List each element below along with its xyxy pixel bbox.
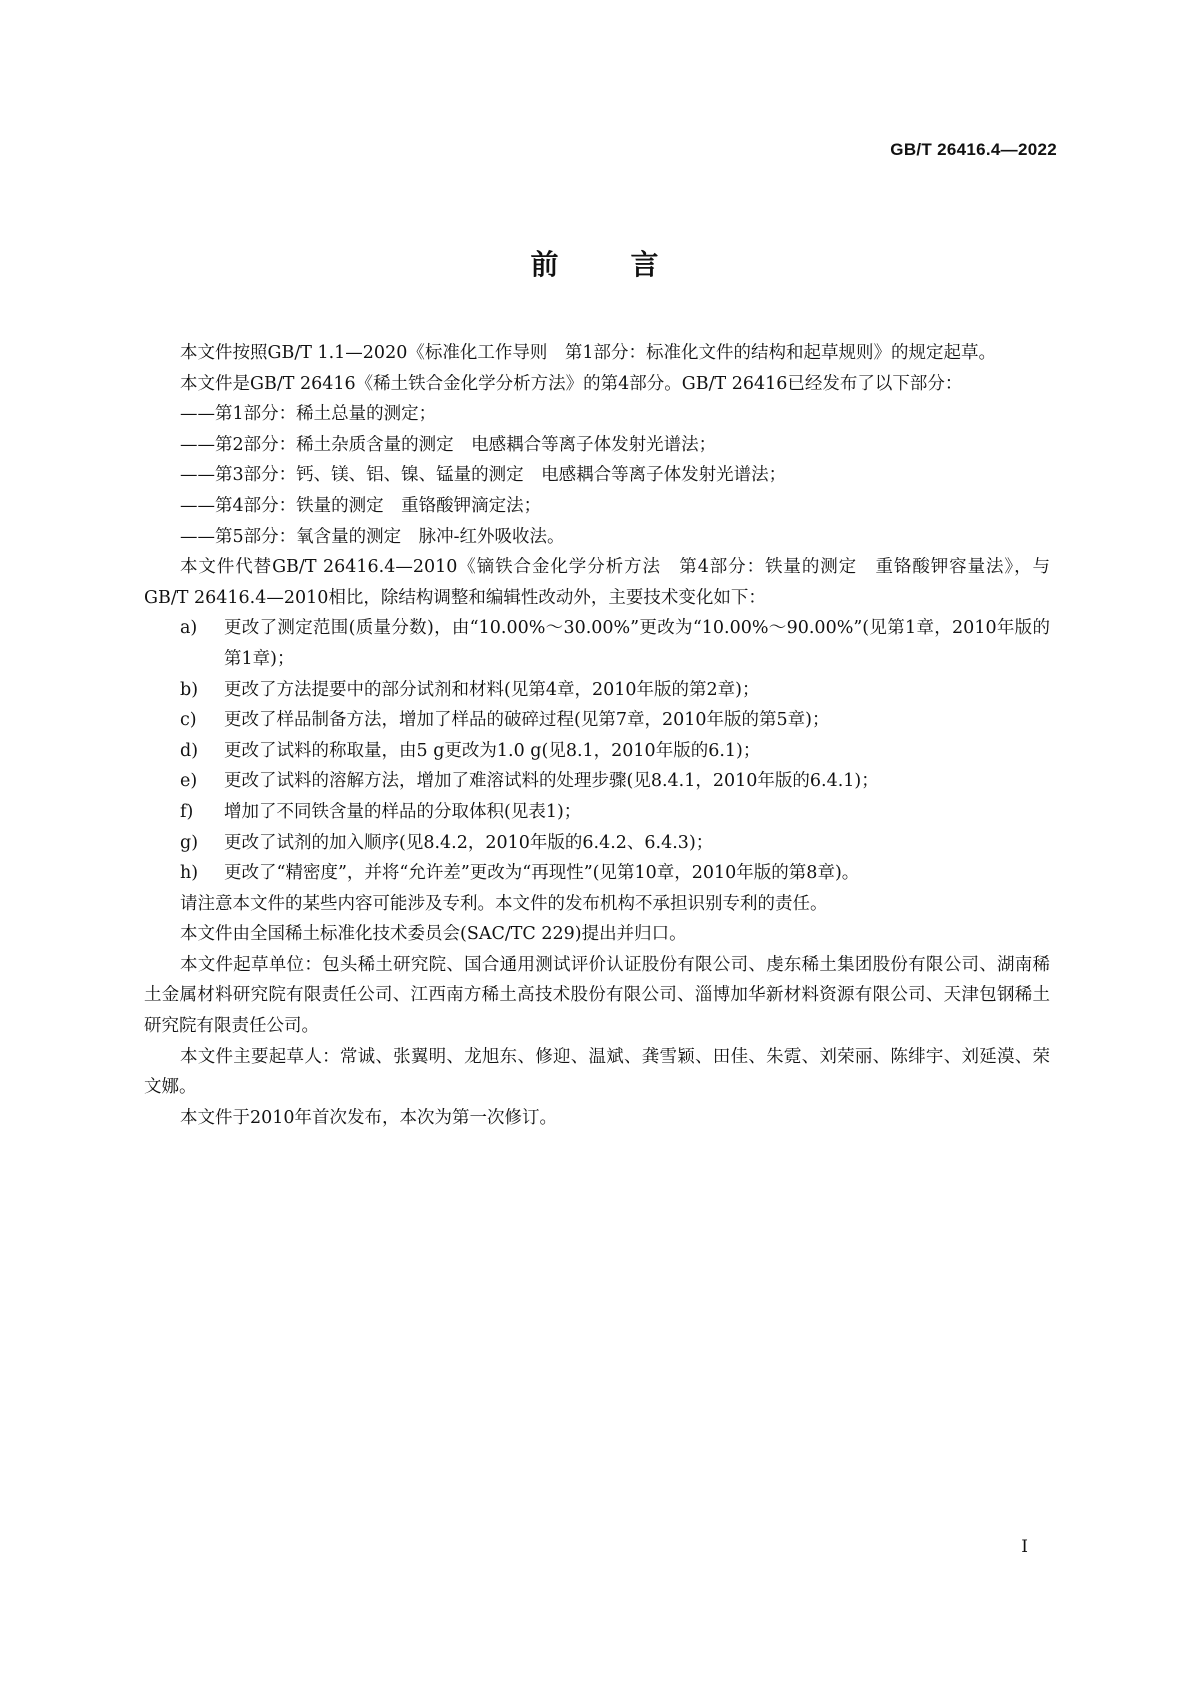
paragraph-patent-notice: 请注意本文件的某些内容可能涉及专利。本文件的发布机构不承担识别专利的责任。 xyxy=(180,893,828,914)
change-marker: e) xyxy=(180,771,198,792)
title-char-1: 前 xyxy=(530,248,561,281)
change-item-h xyxy=(144,858,1050,889)
change-text: 更改了试料的溶解方法，增加了难溶试料的处理步骤(见8.4.1，2010年版的6.4.1)； xyxy=(224,771,879,792)
change-marker: b) xyxy=(180,679,199,700)
changes-list xyxy=(144,613,1050,888)
change-marker: d) xyxy=(180,740,199,761)
change-item-g xyxy=(144,828,1050,859)
change-item-c xyxy=(144,705,1050,736)
list-item: ——第1部分：稀土总量的测定； xyxy=(180,404,437,425)
change-marker: f) xyxy=(180,801,194,822)
change-item-f xyxy=(144,797,1050,828)
list-item: ——第4部分：铁量的测定 重铬酸钾滴定法； xyxy=(180,495,542,516)
paragraph-series-intro: 本文件是GB/T 26416《稀土铁合金化学分析方法》的第4部分。GB/T 26416已经发布了以下部分： xyxy=(180,373,963,394)
change-text: 更改了测定范围(质量分数)，由“10.00%～30.00%”更改为“10.00%～90.00%”(见第1章，2010年版的第1章)； xyxy=(224,618,1050,669)
paragraph-drafting-units: 本文件起草单位：包头稀土研究院、国合通用测试评价认证股份有限公司、虔东稀土集团股份有限公司、湖南稀土金属材料研究院有限责任公司、江西南方稀土高技术股份有限公司、淄博加华新材料资源有限公司、天津包钢稀土研究院有限责任公司。 xyxy=(144,954,1050,1037)
title-char-2: 言 xyxy=(630,248,661,281)
change-marker: g) xyxy=(180,832,199,853)
change-marker: a) xyxy=(180,618,198,639)
change-marker: c) xyxy=(180,710,197,731)
list-item: ——第3部分：钙、镁、铝、镍、锰量的测定 电感耦合等离子体发射光谱法； xyxy=(180,465,787,486)
paragraph-drafters: 本文件主要起草人：常诚、张翼明、龙旭东、修迎、温斌、龚雪颖、田佳、朱霓、刘荣丽、陈绯宇、刘延漠、荣文娜。 xyxy=(144,1046,1050,1098)
change-item-b xyxy=(144,675,1050,706)
paragraph-history: 本文件于2010年首次发布，本次为第一次修订。 xyxy=(180,1107,558,1128)
change-item-d xyxy=(144,736,1050,767)
parts-list xyxy=(144,399,1050,552)
change-marker: h) xyxy=(180,863,199,884)
standard-code: GB/T 26416.4—2022 xyxy=(890,140,1057,159)
change-text: 更改了试料的称取量，由5 g更改为1.0 g(见8.1，2010年版的6.1)； xyxy=(224,740,761,761)
change-text: 增加了不同铁含量的样品的分取体积(见表1)； xyxy=(224,801,582,822)
paragraph-replacement: 本文件代替GB/T 26416.4—2010《镝铁合金化学分析方法 第4部分：铁量的测定 重铬酸钾容量法》，与GB/T 26416.4—2010相比，除结构调整和编辑性改动外，主要技术变化如下： xyxy=(144,557,1050,608)
foreword-body xyxy=(144,338,1050,1133)
change-text: 更改了方法提要中的部分试剂和材料(见第4章，2010年版的第2章)； xyxy=(224,679,760,700)
list-item: ——第5部分：氧含量的测定 脉冲-红外吸收法。 xyxy=(180,526,565,547)
paragraph-drafting-rules: 本文件按照GB/T 1.1—2020《标准化工作导则 第1部分：标准化文件的结构和起草规则》的规定起草。 xyxy=(180,343,996,363)
change-text: 更改了试剂的加入顺序(见8.4.2，2010年版的6.4.2、6.4.3)； xyxy=(224,832,714,853)
change-item-e xyxy=(144,766,1050,797)
page-number: I xyxy=(1021,1537,1028,1557)
list-item: ——第2部分：稀土杂质含量的测定 电感耦合等离子体发射光谱法； xyxy=(180,434,717,455)
page-title xyxy=(0,243,1191,283)
change-item-a xyxy=(144,613,1050,674)
change-text: 更改了样品制备方法，增加了样品的破碎过程(见第7章，2010年版的第5章)； xyxy=(224,710,830,731)
paragraph-proposer: 本文件由全国稀土标准化技术委员会(SAC/TC 229)提出并归口。 xyxy=(180,924,687,945)
change-text: 更改了“精密度”，并将“允许差”更改为“再现性”(见第10章，2010年版的第8章)。 xyxy=(224,863,860,884)
